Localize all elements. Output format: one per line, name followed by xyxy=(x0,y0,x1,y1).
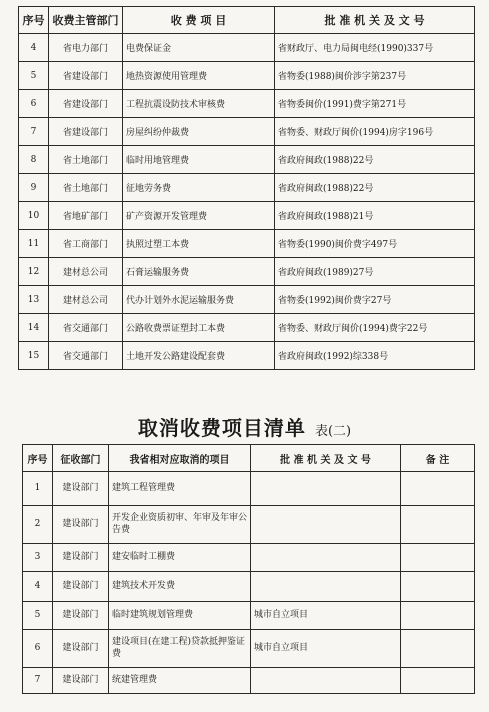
cell-item: 石膏运输服务费 xyxy=(123,258,275,286)
cell-item: 工程抗震设防技术审核费 xyxy=(123,90,275,118)
cell-approval xyxy=(251,544,401,572)
cell-note xyxy=(401,668,475,694)
cell-no: 15 xyxy=(19,342,49,370)
cell-approval: 省物委(1988)闽价涉字第237号 xyxy=(275,62,475,90)
header-item: 我省相对应取消的项目 xyxy=(109,445,251,472)
cell-no: 4 xyxy=(19,34,49,62)
cell-no: 7 xyxy=(19,118,49,146)
cell-no: 14 xyxy=(19,314,49,342)
cell-no: 6 xyxy=(23,630,53,668)
cell-dept: 省建设部门 xyxy=(49,118,123,146)
cell-note xyxy=(401,506,475,544)
cell-dept: 省建设部门 xyxy=(49,62,123,90)
table-row xyxy=(19,314,475,342)
cell-dept: 建设部门 xyxy=(53,472,109,506)
section-title xyxy=(0,412,489,441)
cell-approval xyxy=(251,506,401,544)
cell-item: 矿产资源开发管理费 xyxy=(123,202,275,230)
cell-no: 11 xyxy=(19,230,49,258)
cell-dept: 建设部门 xyxy=(53,630,109,668)
cell-approval: 省政府闽政(1989)27号 xyxy=(275,258,475,286)
header-note: 备 注 xyxy=(401,445,475,472)
fee-items-table xyxy=(18,6,475,370)
cell-approval: 省物委闽价(1991)费字第271号 xyxy=(275,90,475,118)
cell-no: 3 xyxy=(23,544,53,572)
cell-item: 代办计划外水泥运输服务费 xyxy=(123,286,275,314)
table-row xyxy=(23,630,475,668)
cell-approval: 省政府闽政(1992)综338号 xyxy=(275,342,475,370)
cell-no: 4 xyxy=(23,572,53,602)
table-row xyxy=(19,146,475,174)
cell-item: 建安临时工棚费 xyxy=(109,544,251,572)
cell-item: 土地开发公路建设配套费 xyxy=(123,342,275,370)
cell-dept: 省地矿部门 xyxy=(49,202,123,230)
cell-item: 建筑工程管理费 xyxy=(109,472,251,506)
cell-item: 统建管理费 xyxy=(109,668,251,694)
cell-no: 2 xyxy=(23,506,53,544)
table-row xyxy=(19,34,475,62)
cell-dept: 建设部门 xyxy=(53,602,109,630)
cell-no: 10 xyxy=(19,202,49,230)
cell-approval: 省物委(1990)闽价费字497号 xyxy=(275,230,475,258)
table-row xyxy=(19,286,475,314)
table-row xyxy=(19,230,475,258)
cell-dept: 省土地部门 xyxy=(49,174,123,202)
cell-note xyxy=(401,572,475,602)
header-approval: 批 准 机 关 及 文 号 xyxy=(275,7,475,34)
header-no: 序号 xyxy=(23,445,53,472)
cell-dept: 省电力部门 xyxy=(49,34,123,62)
cell-item: 公路收费票证塑封工本费 xyxy=(123,314,275,342)
cell-approval: 省物委、财政厅闽价(1994)房字196号 xyxy=(275,118,475,146)
cell-approval: 省政府闽政(1988)22号 xyxy=(275,146,475,174)
cell-no: 1 xyxy=(23,472,53,506)
cell-item: 建筑技术开发费 xyxy=(109,572,251,602)
cell-dept: 建材总公司 xyxy=(49,258,123,286)
cell-no: 6 xyxy=(19,90,49,118)
header-approval: 批 准 机 关 及 文 号 xyxy=(251,445,401,472)
cell-dept: 建设部门 xyxy=(53,668,109,694)
cell-dept: 省土地部门 xyxy=(49,146,123,174)
cell-dept: 省建设部门 xyxy=(49,90,123,118)
header-dept: 收费主管部门 xyxy=(49,7,123,34)
table-row xyxy=(23,472,475,506)
table-row xyxy=(19,62,475,90)
table-row xyxy=(19,118,475,146)
cell-approval: 省政府闽政(1988)22号 xyxy=(275,174,475,202)
cancelled-fees-table xyxy=(22,444,475,694)
cell-no: 5 xyxy=(19,62,49,90)
cell-item: 建设项目(在建工程)贷款抵押鉴证费 xyxy=(109,630,251,668)
cell-no: 8 xyxy=(19,146,49,174)
table-row xyxy=(23,602,475,630)
table-row xyxy=(19,342,475,370)
cell-item: 房屋纠纷仲裁费 xyxy=(123,118,275,146)
header-dept: 征收部门 xyxy=(53,445,109,472)
cell-approval: 城市自立项目 xyxy=(251,602,401,630)
cell-no: 7 xyxy=(23,668,53,694)
header-no: 序号 xyxy=(19,7,49,34)
cell-no: 12 xyxy=(19,258,49,286)
cell-dept: 省交通部门 xyxy=(49,342,123,370)
cell-approval: 省政府闽政(1988)21号 xyxy=(275,202,475,230)
cell-item: 临时用地管理费 xyxy=(123,146,275,174)
cell-note xyxy=(401,472,475,506)
cell-no: 5 xyxy=(23,602,53,630)
cell-item: 临时建筑规划管理费 xyxy=(109,602,251,630)
cell-approval: 省财政厅、电力局闽电经(1990)337号 xyxy=(275,34,475,62)
cell-approval: 城市自立项目 xyxy=(251,630,401,668)
cell-note xyxy=(401,602,475,630)
table-number: 表(二) xyxy=(314,424,352,439)
cell-dept: 建设部门 xyxy=(53,572,109,602)
table-row xyxy=(23,668,475,694)
cell-dept: 省交通部门 xyxy=(49,314,123,342)
cell-approval xyxy=(251,668,401,694)
table-row xyxy=(23,544,475,572)
table-row xyxy=(19,90,475,118)
cell-dept: 建设部门 xyxy=(53,544,109,572)
table-row xyxy=(23,506,475,544)
cell-approval: 省物委(1992)闽价费字27号 xyxy=(275,286,475,314)
cell-item: 地热资源使用管理费 xyxy=(123,62,275,90)
cell-dept: 建材总公司 xyxy=(49,286,123,314)
cell-item: 电费保证金 xyxy=(123,34,275,62)
cell-approval: 省物委、财政厅闽价(1994)费字22号 xyxy=(275,314,475,342)
table-header-row xyxy=(23,445,475,472)
cell-item: 执照过塑工本费 xyxy=(123,230,275,258)
page-title: 取消收费项目清单 xyxy=(137,416,306,440)
cell-item: 征地劳务费 xyxy=(123,174,275,202)
header-item: 收 费 项 目 xyxy=(123,7,275,34)
cell-approval xyxy=(251,572,401,602)
cell-note xyxy=(401,630,475,668)
cell-no: 13 xyxy=(19,286,49,314)
cell-dept: 省工商部门 xyxy=(49,230,123,258)
cell-note xyxy=(401,544,475,572)
cell-item: 开发企业资质初审、年审及年审公告费 xyxy=(109,506,251,544)
table-row xyxy=(23,572,475,602)
table-row xyxy=(19,202,475,230)
table-row xyxy=(19,258,475,286)
table-row xyxy=(19,174,475,202)
table-header-row xyxy=(19,7,475,34)
cell-no: 9 xyxy=(19,174,49,202)
cell-dept: 建设部门 xyxy=(53,506,109,544)
cell-approval xyxy=(251,472,401,506)
